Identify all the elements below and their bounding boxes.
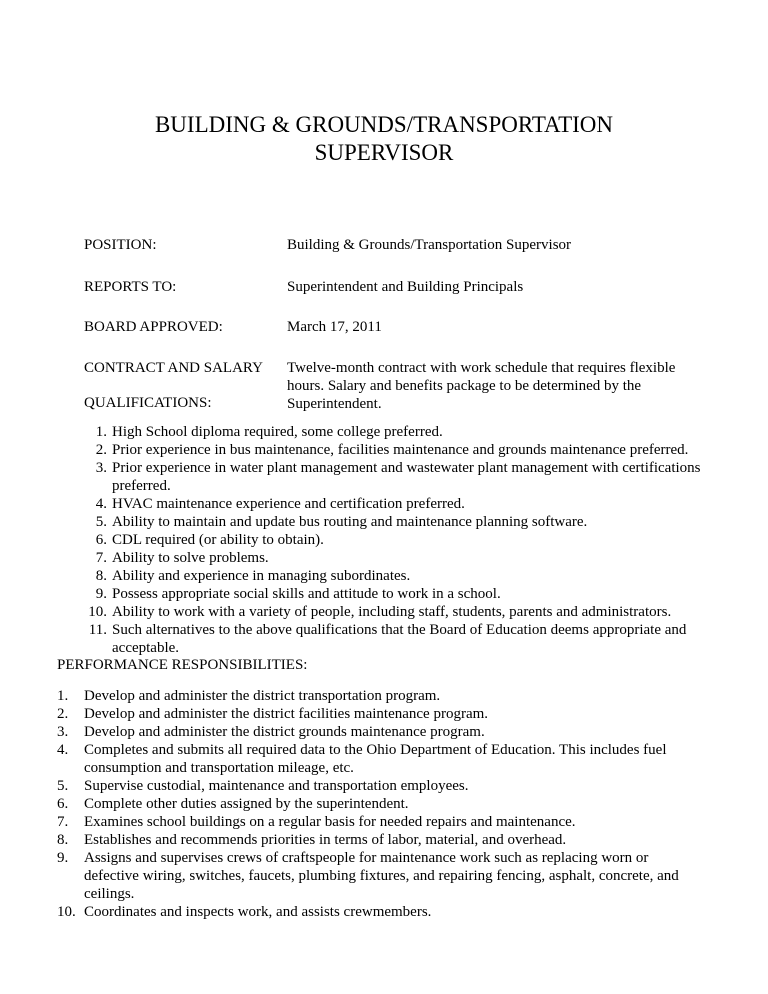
contract-salary-label: CONTRACT AND SALARY (84, 360, 263, 376)
list-item: 11. Such alternatives to the above qualifications that the Board of Education deems appropriate and acceptable. (88, 622, 687, 656)
list-item: 9. Assigns and supervises crews of craftspeople for maintenance work such as replacing worn or defective wiring, switches, faucets, plumbing fixtures, and repairing fencing, asphalt, concrete, and ceilings. (57, 850, 679, 902)
document-title (0, 111, 768, 167)
list-item: 3. Develop and administer the district grounds maintenance program. (57, 724, 485, 740)
list-item: 7. Examines school buildings on a regular basis for needed repairs and maintenance. (57, 814, 576, 830)
list-item: 10. Ability to work with a variety of people, including staff, students, parents and administrators. (88, 604, 672, 620)
list-item: 4. HVAC maintenance experience and certification preferred. (95, 496, 465, 512)
list-item: 5. Ability to maintain and update bus routing and maintenance planning software. (95, 514, 588, 530)
list-item: 5. Supervise custodial, maintenance and transportation employees. (57, 778, 469, 794)
board-approved-label: BOARD APPROVED: (84, 319, 223, 335)
list-item: 8. Ability and experience in managing subordinates. (95, 568, 411, 584)
list-item: 8. Establishes and recommends priorities in terms of labor, material, and overhead. (57, 832, 567, 848)
list-item: 4. Completes and submits all required data to the Ohio Department of Education. This includes fuel consumption and transportation mileage, etc. (57, 742, 667, 776)
list-item: 10. Coordinates and inspects work, and assists crewmembers. (57, 904, 432, 920)
responsibilities-list (57, 687, 707, 921)
list-item: 9. Possess appropriate social skills and attitude to work in a school. (95, 586, 501, 602)
qualifications-list (84, 423, 704, 657)
list-item: 6. Complete other duties assigned by the superintendent. (57, 796, 409, 812)
position-value: Building & Grounds/Transportation Supervisor (287, 237, 572, 253)
reports-to-label: REPORTS TO: (84, 279, 177, 295)
list-item: 1. High School diploma required, some college preferred. (95, 424, 443, 440)
title-line-1: BUILDING & GROUNDS/TRANSPORTATION (154, 112, 614, 137)
list-item: 1. Develop and administer the district transportation program. (57, 688, 441, 704)
list-item: 3. Prior experience in water plant management and wastewater plant management with certifications preferred. (95, 460, 701, 494)
list-item: 2. Develop and administer the district facilities maintenance program. (57, 706, 489, 722)
reports-to-value: Superintendent and Building Principals (287, 279, 524, 295)
list-item: 7. Ability to solve problems. (95, 550, 269, 566)
board-approved-value: March 17, 2011 (287, 319, 382, 335)
title-line-2: SUPERVISOR (314, 140, 454, 165)
responsibilities-heading: PERFORMANCE RESPONSIBILITIES: (57, 657, 308, 673)
qualifications-heading: QUALIFICATIONS: (84, 395, 212, 411)
list-item: 2. Prior experience in bus maintenance, facilities maintenance and grounds maintenance preferred. (95, 442, 689, 458)
list-item: 6. CDL required (or ability to obtain). (95, 532, 324, 548)
position-label: POSITION: (84, 237, 157, 253)
contract-salary-value: Twelve-month contract with work schedule that requires flexible hours. Salary and benefits package to be determined by the Superintendent. (287, 360, 676, 412)
